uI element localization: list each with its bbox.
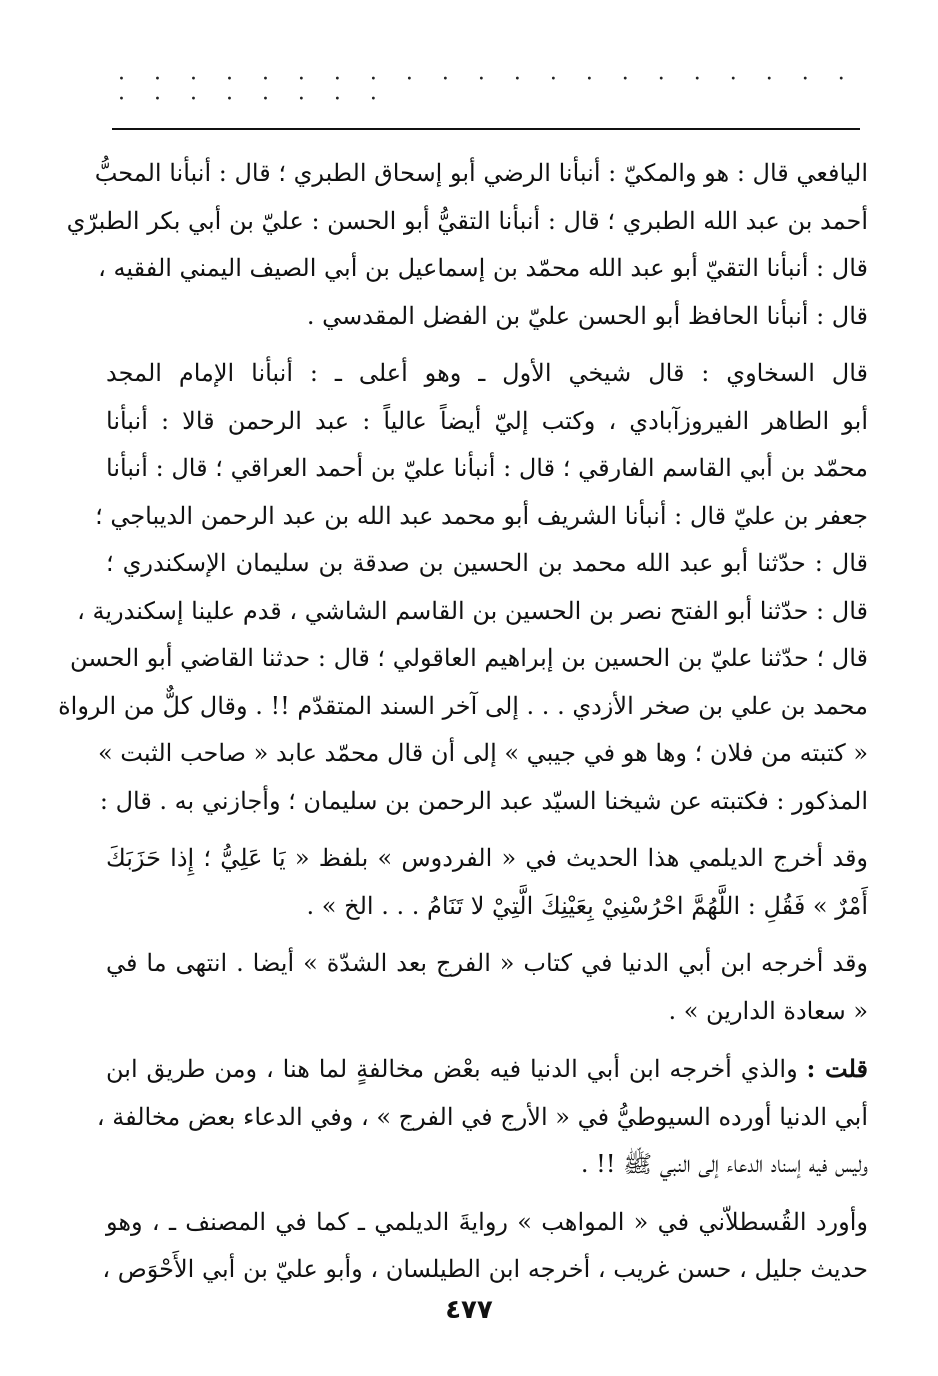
page-number: ٤٧٧ xyxy=(445,1295,493,1325)
text-line: أحمد بن عبد الله الطبري ؛ قال : أنبأنا التقيُّ أبو الحسن : عليّ بن أبي بكر الطبرّي xyxy=(66,206,868,235)
text-line: قال : حدّثنا أبو عبد الله محمد بن الحسين بن صدقة بن سليمان الإسكندري ؛ xyxy=(106,549,869,577)
text-line: اليافعي قال : هو والمكيّ : أنبأنا الرضي أبو إسحاق الطبري ؛ قال : أنبأنا المحبُّ xyxy=(94,159,868,187)
paragraph-lead-label: قلت : xyxy=(806,1054,868,1083)
header-dotted-line: · · · · · · · · · · · · · · · · · · · · · · · · · · · · · xyxy=(118,67,856,112)
text-line: محمّد بن أبي القاسم الفارقي ؛ قال : أنبأنا عليّ بن أحمد العراقي ؛ قال : أنبأنا xyxy=(106,454,868,482)
text-line: أبي الدنيا أورده السيوطيُّ في « الأرج في الفرج » ، وفي الدعاء بعض مخالفة ، xyxy=(96,1102,868,1131)
text-line: قال : حدّثنا أبو الفتح نصر بن الحسين بن القاسم الشاشي ، قدم علينا إسكندرية ، xyxy=(77,596,868,625)
text-line: قال ؛ حدّثنا عليّ بن الحسين بن إبراهيم العاقولي ؛ قال : حدثنا القاضي أبو الحسن xyxy=(69,644,868,672)
text-line: قال : أنبأنا الحافظ أبو الحسن عليّ بن الفضل المقدسي . xyxy=(306,301,868,330)
paragraph-2 xyxy=(58,350,869,825)
text-line: وقد أخرجه ابن أبي الدنيا في كتاب « الفرج بعد الشدّة » أيضا . انتهى ما في xyxy=(106,949,868,977)
text-line: أبو الطاهر الفيروزآبادي ، وكتب إليّ أيضاً عالياً : عبد الرحمن قالا : أنبأنا xyxy=(106,406,868,435)
paragraph-3 xyxy=(106,835,868,930)
text-line-content: والذي أخرجه ابن أبي الدنيا فيه بعْض مخالفةٍ لما هنا ، ومن طريق ابن xyxy=(106,1055,807,1083)
main-text xyxy=(58,150,869,1294)
text-line xyxy=(106,1045,868,1094)
text-line: جعفر بن عليّ قال : أنبأنا الشريف أبو محمد عبد الله بن عبد الرحمن الديباجي ؛ xyxy=(95,501,868,530)
paragraph-1 xyxy=(66,150,868,340)
header-rule xyxy=(112,128,860,130)
text-line: وقد أخرج الديلمي هذا الحديث في « الفردوس » بلفظ « يَا عَلِيُّ ؛ إِذا حَزَبَكَ xyxy=(106,844,868,872)
text-line: أَمْرٌ » فَقُلِ : اللَّهُمَّ احْرُسْنِيْ بِعَيْنِكَ الَّتِيْ لا تَنَامُ . . . الخ » . xyxy=(306,891,868,920)
text-line: محمد بن علي بن صخر الأزدي . . . إلى آخر السند المتقدّم !! . وقال كلٌّ من الرواة xyxy=(58,691,868,720)
paragraph-6 xyxy=(102,1199,868,1294)
text-line: وأورد القُسطلاّني في « المواهب » روايةَ الديلمي ـ كما في المصنف ـ ، وهو xyxy=(106,1207,868,1236)
text-line: قال : أنبأنا التقيّ أبو عبد الله محمّد بن إسماعيل بن أبي الصيف اليمني الفقيه ، xyxy=(98,254,868,282)
text-line: « سعادة الدارين » . xyxy=(668,996,868,1025)
paragraph-5 xyxy=(96,1045,868,1189)
text-line: « كتبته من فلان ؛ وها هو في جيبي » إلى أن قال محمّد عابد « صاحب الثبت » xyxy=(97,739,868,767)
text-line: قال السخاوي : قال شيخي الأول ـ وهو أعلى ـ : أنبأنا الإمام المجد xyxy=(106,359,868,387)
text-line: المذكور : فكتبته عن شيخنا السيّد عبد الرحمن بن سليمان ؛ وأجازني به . قال : xyxy=(99,786,868,815)
paragraph-4 xyxy=(106,940,868,1035)
text-line: وليس فيه إسناد الدعاء إلى النبي ﷺ !! . xyxy=(580,1150,868,1178)
text-line: حديث جليل ، حسن غريب ، أخرجه ابن الطيلسان ، وأبو عليّ بن أبي الأَحْوَص ، xyxy=(102,1255,868,1283)
